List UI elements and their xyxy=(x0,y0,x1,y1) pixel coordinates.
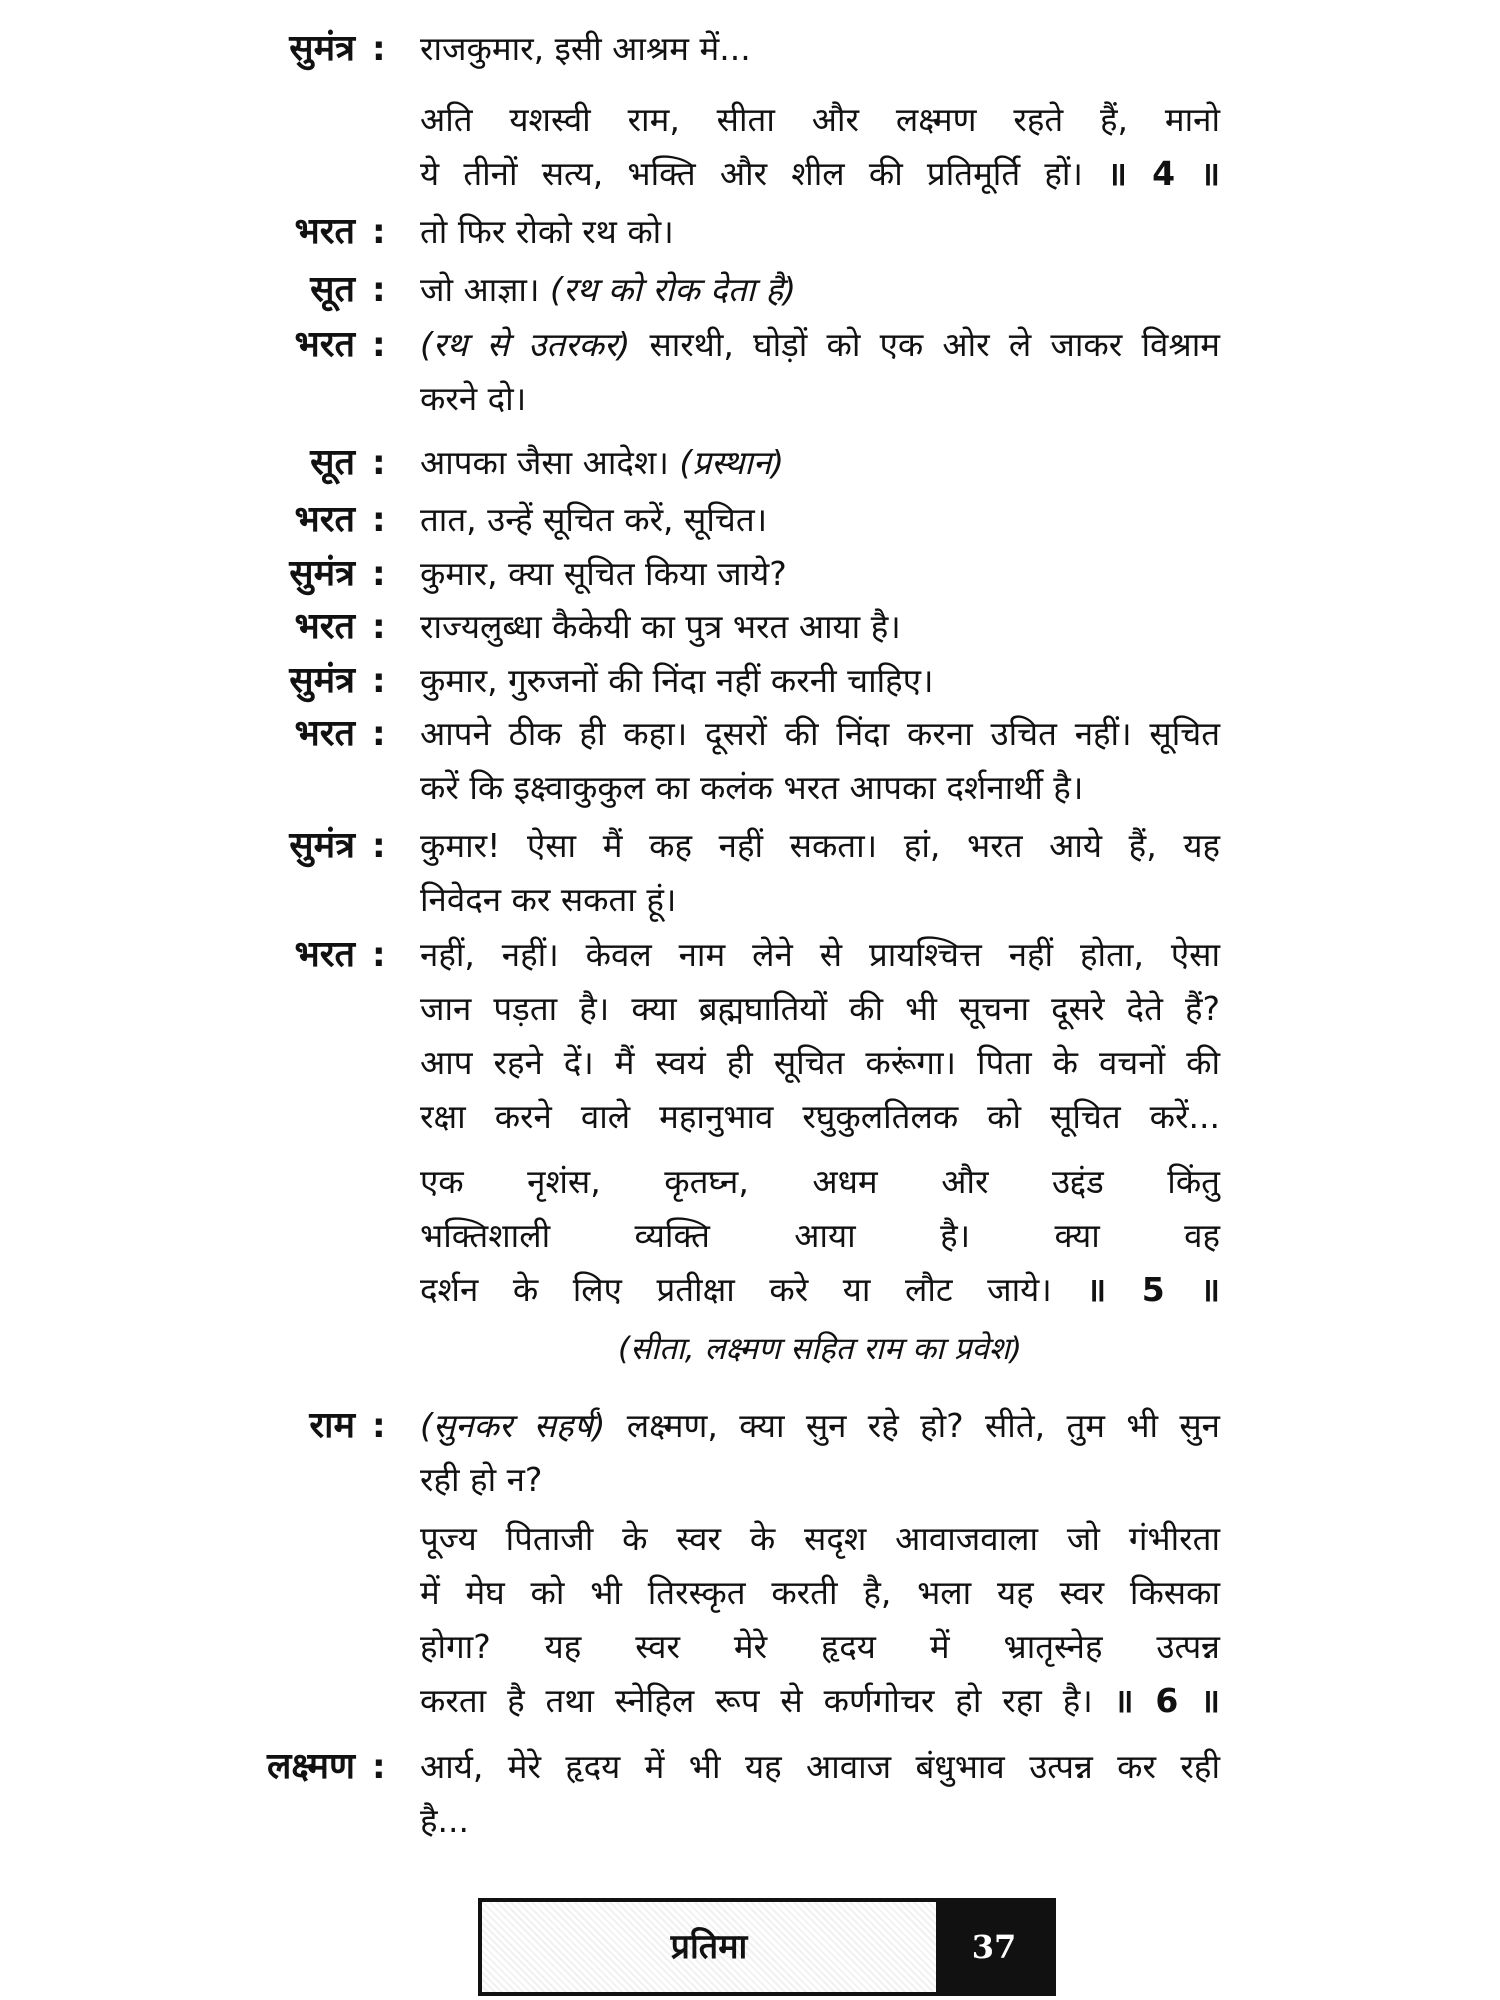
dialogue-line xyxy=(420,318,1220,372)
dialogue-line xyxy=(420,1036,1220,1090)
line-text: नहीं, नहीं। केवल नाम लेने से प्रायश्चित्त नहीं होता, ऐसा xyxy=(420,935,1220,974)
dialogue-line xyxy=(420,1794,1220,1848)
verse-number: ॥ 6 ॥ xyxy=(1113,1681,1220,1720)
line-text: कुमार! ऐसा मैं कह नहीं सकता। हां, भरत आये हैं, यह xyxy=(420,826,1220,865)
dialogue-line xyxy=(420,761,1220,815)
line-text: आप रहने दें। मैं स्वयं ही सूचित करूंगा। पिता के वचनों की xyxy=(420,1043,1220,1082)
speaker-name: भरत xyxy=(294,324,355,365)
speaker-colon: : xyxy=(372,1747,386,1787)
speaker-name: सूत xyxy=(310,269,355,310)
line-text: एक नृशंस, कृतघ्न, अधम और उद्दंड किंतु xyxy=(420,1162,1220,1201)
verse-line xyxy=(420,1209,1220,1263)
speaker-colon: : xyxy=(372,935,386,975)
verse-line xyxy=(420,1674,1220,1728)
speaker-name: लक्ष्मण xyxy=(267,1746,355,1787)
line-text: अति यशस्वी राम, सीता और लक्ष्मण रहते हैं, मानो xyxy=(420,100,1220,139)
dialogue-line xyxy=(420,436,1220,490)
verse-line xyxy=(420,1566,1220,1620)
line-text: में मेघ को भी तिरस्कृत करती है, भला यह स्वर किसका xyxy=(420,1573,1220,1612)
line-text: रही हो न? xyxy=(420,1460,543,1499)
verse-line xyxy=(420,1155,1220,1209)
page-number: 37 xyxy=(936,1902,1052,1992)
dialogue-line xyxy=(420,1399,1220,1453)
dialogue-line xyxy=(420,1740,1220,1794)
dialogue-line xyxy=(420,372,1220,426)
dialogue-line xyxy=(420,819,1220,873)
dialogue-line xyxy=(420,1453,1220,1507)
verse-line xyxy=(420,1263,1220,1317)
line-text: ये तीनों सत्य, भक्ति और शील की प्रतिमूर्ति हों। xyxy=(420,154,1083,193)
stage-direction: (रथ से उतरकर) xyxy=(420,325,631,364)
speaker-name: सुमंत्र xyxy=(289,825,355,866)
verse-line xyxy=(420,1512,1220,1566)
line-text: होगा? यह स्वर मेरे हृदय में भ्रातृस्नेह उत्पन्न xyxy=(420,1627,1220,1666)
speaker-colon: : xyxy=(372,661,386,701)
line-text: सारथी, घोड़ों को एक ओर ले जाकर विश्राम xyxy=(649,325,1220,364)
footer-box xyxy=(478,1898,1056,1996)
verse-line xyxy=(420,93,1220,147)
line-text: कुमार, गुरुजनों की निंदा नहीं करनी चाहिए। xyxy=(420,661,934,700)
dialogue-line xyxy=(420,654,1220,708)
line-text: करें कि इक्ष्वाकुकुल का कलंक भरत आपका दर्शनार्थी है। xyxy=(420,768,1084,807)
book-title: प्रतिमा xyxy=(482,1902,939,1992)
speaker-name: सुमंत्र xyxy=(289,553,355,594)
line-text: निवेदन कर सकता हूं। xyxy=(420,880,677,919)
verse-line xyxy=(420,147,1220,201)
line-text: आपने ठीक ही कहा। दूसरों की निंदा करना उचित नहीं। सूचित xyxy=(420,714,1220,753)
dialogue-line xyxy=(420,547,1220,601)
speaker-colon: : xyxy=(372,443,386,483)
dialogue-line xyxy=(420,928,1220,982)
speaker-colon: : xyxy=(372,826,386,866)
speaker-name: भरत xyxy=(294,606,355,647)
speaker-colon: : xyxy=(372,325,386,365)
speaker-colon: : xyxy=(372,500,386,540)
stage-direction: (रथ को रोक देता है) xyxy=(549,270,796,309)
line-text: आर्य, मेरे हृदय में भी यह आवाज बंधुभाव उत्पन्न कर रही xyxy=(420,1747,1220,1786)
dialogue-line xyxy=(420,22,1220,76)
line-text: करता है तथा स्नेहिल रूप से कर्णगोचर हो रहा है। xyxy=(420,1681,1093,1720)
dialogue-line xyxy=(420,982,1220,1036)
dialogue-line xyxy=(420,707,1220,761)
line-text: जो आज्ञा। xyxy=(420,270,540,309)
stage-direction: (प्रस्थान) xyxy=(679,443,785,482)
line-text: दर्शन के लिए प्रतीक्षा करे या लौट जाये। xyxy=(420,1270,1052,1309)
line-text: जान पड़ता है। क्या ब्रह्मघातियों की भी सूचना दूसरे देते हैं? xyxy=(420,989,1220,1028)
speaker-colon: : xyxy=(372,1406,386,1446)
line-text: कुमार, क्या सूचित किया जाये? xyxy=(420,554,787,593)
dialogue-line xyxy=(420,493,1220,547)
line-text: करने दो। xyxy=(420,379,527,418)
speaker-colon: : xyxy=(372,212,386,252)
speaker-colon: : xyxy=(372,29,386,69)
line-text: राजकुमार, इसी आश्रम में... xyxy=(420,29,751,68)
line-text: राज्यलुब्धा कैकेयी का पुत्र भरत आया है। xyxy=(420,607,901,646)
speaker-colon: : xyxy=(372,270,386,310)
line-text: आपका जैसा आदेश। xyxy=(420,443,669,482)
line-text: है... xyxy=(420,1801,469,1840)
verse-number: ॥ 4 ॥ xyxy=(1107,154,1220,193)
line-text: भक्तिशाली व्यक्ति आया है। क्या वह xyxy=(420,1216,1220,1255)
speaker-name: भरत xyxy=(294,211,355,252)
speaker-name: सुमंत्र xyxy=(289,660,355,701)
speaker-name: भरत xyxy=(294,499,355,540)
line-text: लक्ष्मण, क्या सुन रहे हो? सीते, तुम भी सुन xyxy=(626,1406,1220,1445)
stage-direction: (सीता, लक्ष्मण सहित राम का प्रवेश) xyxy=(618,1331,1022,1367)
dialogue-line xyxy=(420,205,1220,259)
speaker-colon: : xyxy=(372,607,386,647)
line-text: पूज्य पिताजी के स्वर के सदृश आवाजवाला जो गंभीरता xyxy=(420,1519,1220,1558)
dialogue-line xyxy=(420,1090,1220,1144)
line-text: तात, उन्हें सूचित करें, सूचित। xyxy=(420,500,768,539)
dialogue-line xyxy=(420,873,1220,927)
line-text: रक्षा करने वाले महानुभाव रघुकुलतिलक को सूचित करें... xyxy=(420,1097,1220,1136)
verse-number: ॥ 5 ॥ xyxy=(1086,1270,1220,1309)
speaker-colon: : xyxy=(372,714,386,754)
dialogue-line xyxy=(420,600,1220,654)
speaker-colon: : xyxy=(372,554,386,594)
speaker-name: राम xyxy=(309,1405,355,1446)
speaker-name: भरत xyxy=(294,713,355,754)
speaker-name: भरत xyxy=(294,934,355,975)
speaker-name: सुमंत्र xyxy=(289,28,355,69)
speaker-name: सूत xyxy=(310,442,355,483)
stage-direction: (सुनकर सहर्ष) xyxy=(420,1406,606,1445)
dialogue-line xyxy=(420,263,1220,317)
line-text: तो फिर रोको रथ को। xyxy=(420,212,674,251)
verse-line xyxy=(420,1620,1220,1674)
